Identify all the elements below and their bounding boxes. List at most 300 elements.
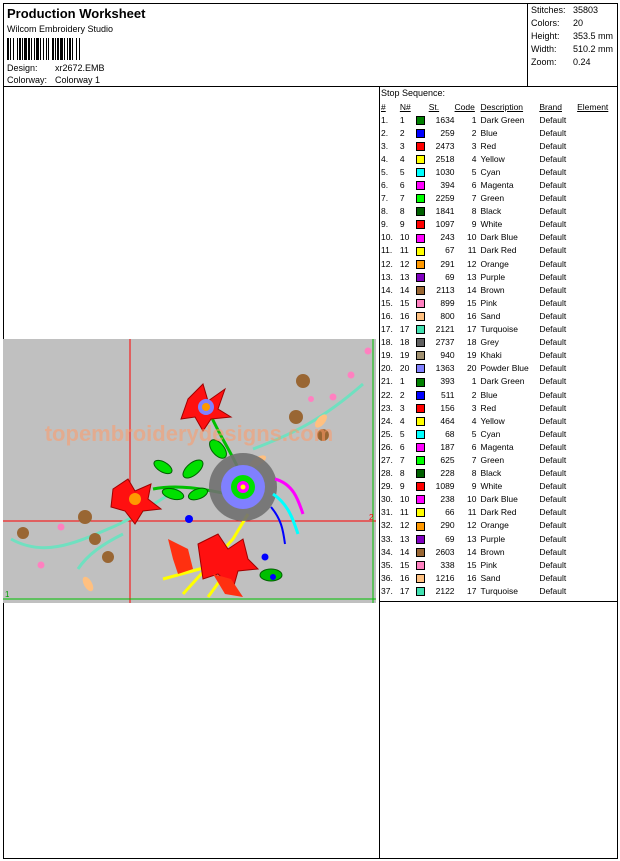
row-brand: Default [539, 402, 567, 413]
row-code: 6 [471, 441, 477, 452]
table-row [381, 467, 617, 480]
row-index: 3. [381, 140, 389, 151]
row-stitches: 2113 [436, 284, 455, 295]
row-brand: Default [539, 389, 567, 400]
stat-label: Colors: [531, 18, 560, 28]
row-swatch [416, 257, 429, 270]
row-needle: 4 [399, 415, 405, 426]
bud-brown [17, 527, 29, 539]
row-swatch [416, 480, 429, 493]
color-swatch [416, 234, 425, 243]
table-row [381, 453, 617, 466]
row-element [577, 309, 617, 322]
row-swatch [416, 349, 429, 362]
row-swatch [416, 205, 429, 218]
row-description: Yellow [480, 153, 505, 164]
table-row [381, 349, 617, 362]
table-row [381, 506, 617, 519]
row-code: 13 [467, 271, 477, 282]
row-element [577, 323, 617, 336]
row-swatch [416, 113, 429, 126]
row-stitches: 2259 [435, 193, 455, 204]
row-brand: Default [539, 297, 567, 308]
leaf [161, 486, 185, 501]
row-element [577, 571, 617, 584]
table-row [381, 414, 617, 427]
row-stitches: 1841 [435, 206, 455, 217]
stat-value: 353.5 mm [573, 31, 614, 41]
table-row [381, 139, 617, 152]
dot-pink [58, 524, 65, 531]
row-description: Red [480, 402, 497, 413]
row-needle: 7 [399, 454, 405, 465]
row-element [577, 113, 617, 126]
row-description: Brown [480, 284, 505, 295]
dot-blue [262, 554, 269, 561]
row-brand: Default [539, 415, 567, 426]
row-index: 16. [381, 310, 393, 321]
row-stitches: 187 [440, 441, 455, 452]
row-brand: Default [539, 153, 567, 164]
row-stitches: 67 [445, 245, 455, 256]
row-brand: Default [539, 337, 567, 348]
row-code: 1 [471, 114, 477, 125]
stat-label: Stitches: [531, 5, 566, 15]
row-element [577, 178, 617, 191]
row-brand: Default [539, 546, 567, 557]
leaf [152, 458, 174, 477]
table-row [381, 178, 617, 191]
marker-bottom-left: 1 [5, 590, 10, 599]
col-description: Description [480, 102, 524, 112]
row-description: Magenta [480, 180, 514, 191]
color-swatch [416, 155, 425, 164]
row-needle: 15 [399, 559, 410, 570]
row-brand: Default [539, 507, 567, 518]
marker-top-right: 2 [369, 513, 374, 522]
row-needle: 11 [399, 507, 409, 518]
table-row [381, 113, 617, 126]
row-index: 20. [381, 363, 393, 374]
table-row [381, 244, 617, 257]
row-element [577, 349, 617, 362]
row-brand: Default [539, 376, 567, 387]
col-element: Element [577, 102, 609, 112]
color-swatch [416, 443, 425, 452]
row-element [577, 388, 617, 401]
row-index: 30. [381, 494, 393, 505]
color-swatch [416, 574, 425, 583]
row-stitches: 1363 [435, 363, 455, 374]
stat-width [531, 44, 613, 54]
table-row [381, 323, 617, 336]
stop-sequence-title: Stop Sequence: [381, 88, 446, 98]
row-index: 9. [381, 219, 389, 230]
row-needle: 3 [399, 140, 405, 151]
row-element [577, 532, 617, 545]
row-swatch [416, 126, 429, 139]
color-swatch [416, 207, 425, 216]
row-brand: Default [539, 245, 567, 256]
row-swatch [416, 362, 429, 375]
row-needle: 4 [399, 153, 405, 164]
row-needle: 20 [399, 363, 410, 374]
row-index: 7. [381, 193, 389, 204]
row-description: Yellow [480, 415, 505, 426]
row-swatch [416, 218, 429, 231]
color-swatch [416, 168, 425, 177]
colorway-field [7, 75, 100, 85]
row-code: 12 [467, 520, 477, 531]
row-needle: 10 [399, 232, 410, 243]
row-index: 37. [381, 585, 393, 596]
worksheet-header [3, 3, 618, 87]
row-element [577, 558, 617, 571]
row-brand: Default [539, 180, 567, 191]
stat-label: Height: [531, 31, 560, 41]
row-stitches: 394 [440, 180, 455, 191]
row-stitches: 2737 [435, 337, 455, 348]
row-code: 15 [467, 297, 477, 308]
stat-value: 0.24 [573, 57, 591, 67]
row-description: Dark Green [480, 114, 525, 125]
row-description: Sand [480, 572, 501, 583]
row-needle: 13 [399, 533, 410, 544]
col-index: # [381, 102, 386, 112]
color-swatch [416, 430, 425, 439]
row-code: 10 [467, 232, 477, 243]
table-row [381, 558, 617, 571]
row-code: 2 [471, 127, 477, 138]
row-element [577, 270, 617, 283]
col-code: Code [454, 102, 475, 112]
colorway-value: Colorway 1 [55, 75, 101, 85]
stat-value: 35803 [573, 5, 599, 15]
table-row [381, 427, 617, 440]
row-index: 15. [381, 297, 393, 308]
row-needle: 17 [399, 585, 410, 596]
row-swatch [416, 506, 429, 519]
row-description: Cyan [480, 428, 501, 439]
watermark-text: topembroiderydesigns.com [44, 421, 334, 446]
row-stitches: 259 [440, 127, 455, 138]
row-element [577, 283, 617, 296]
row-brand: Default [539, 441, 567, 452]
row-element [577, 453, 617, 466]
table-row [381, 283, 617, 296]
table-header-row [381, 101, 617, 113]
row-swatch [416, 178, 429, 191]
page-title: Production Worksheet [7, 6, 146, 21]
color-swatch [416, 299, 425, 308]
row-element [577, 362, 617, 375]
row-description: Purple [480, 271, 506, 282]
table-row [381, 205, 617, 218]
row-stitches: 800 [440, 310, 455, 321]
table-row [381, 480, 617, 493]
row-swatch [416, 139, 429, 152]
row-stitches: 393 [440, 376, 455, 387]
row-needle: 15 [399, 297, 410, 308]
design-stats [527, 3, 618, 87]
row-index: 14. [381, 284, 393, 295]
row-code: 17 [467, 585, 477, 596]
row-index: 33. [381, 533, 393, 544]
table-row [381, 231, 617, 244]
row-element [577, 440, 617, 453]
row-swatch [416, 152, 429, 165]
row-index: 34. [381, 546, 393, 557]
color-swatch [416, 220, 425, 229]
row-element [577, 506, 617, 519]
row-stitches: 1089 [435, 481, 455, 492]
color-swatch [416, 417, 425, 426]
row-code: 14 [467, 284, 477, 295]
row-element [577, 545, 617, 558]
row-swatch [416, 467, 429, 480]
row-element [577, 480, 617, 493]
row-index: 32. [381, 520, 393, 531]
row-description: Dark Red [480, 507, 517, 518]
row-code: 11 [467, 245, 477, 256]
bud-brown [89, 533, 101, 545]
row-element [577, 375, 617, 388]
table-row [381, 336, 617, 349]
stat-height [531, 31, 613, 41]
col-needle: N# [399, 102, 411, 112]
row-element [577, 467, 617, 480]
row-index: 2. [381, 127, 389, 138]
row-needle: 10 [399, 494, 410, 505]
stat-label: Width: [531, 44, 557, 54]
row-index: 26. [381, 441, 393, 452]
row-code: 3 [471, 140, 477, 151]
column-divider [379, 87, 380, 859]
row-swatch [416, 388, 429, 401]
row-stitches: 625 [440, 454, 455, 465]
table-row [381, 388, 617, 401]
row-description: Blue [480, 127, 498, 138]
row-element [577, 231, 617, 244]
row-index: 24. [381, 415, 393, 426]
row-index: 27. [381, 454, 393, 465]
leaf-sand [81, 575, 96, 593]
row-code: 15 [467, 559, 477, 570]
design-preview [3, 339, 376, 603]
row-brand: Default [539, 114, 567, 125]
row-index: 10. [381, 232, 393, 243]
color-swatch [416, 561, 425, 570]
row-description: Dark Blue [480, 232, 518, 243]
color-swatch [416, 181, 425, 190]
row-swatch [416, 545, 429, 558]
bud-brown [78, 510, 92, 524]
row-index: 36. [381, 572, 393, 583]
table-row [381, 545, 617, 558]
row-brand: Default [539, 533, 567, 544]
row-stitches: 511 [440, 389, 455, 400]
row-element [577, 192, 617, 205]
table-row [381, 152, 617, 165]
row-code: 11 [467, 507, 477, 518]
grey-flower [209, 453, 303, 544]
row-swatch [416, 414, 429, 427]
row-needle: 19 [399, 350, 410, 361]
row-stitches: 69 [445, 533, 455, 544]
row-index: 35. [381, 559, 393, 570]
row-stitches: 291 [440, 258, 455, 269]
row-stitches: 2122 [435, 585, 455, 596]
row-stitches: 69 [445, 271, 455, 282]
color-swatch [416, 535, 425, 544]
dot-blue [185, 515, 193, 523]
row-needle: 12 [399, 520, 410, 531]
row-swatch [416, 571, 429, 584]
row-brand: Default [539, 350, 567, 361]
software-name: Wilcom Embroidery Studio [7, 24, 114, 34]
row-swatch [416, 519, 429, 532]
row-stitches: 1216 [435, 572, 455, 583]
row-code: 9 [471, 219, 477, 230]
row-swatch [416, 231, 429, 244]
row-needle: 14 [399, 546, 410, 557]
row-swatch [416, 192, 429, 205]
row-description: Cyan [480, 166, 501, 177]
row-code: 17 [467, 324, 477, 335]
table-row [381, 309, 617, 322]
table-row [381, 218, 617, 231]
row-index: 25. [381, 428, 393, 439]
table-row [381, 440, 617, 453]
table-row [381, 571, 617, 584]
row-description: Magenta [480, 441, 514, 452]
row-needle: 2 [399, 389, 405, 400]
color-swatch [416, 508, 425, 517]
row-index: 1. [381, 114, 389, 125]
row-index: 22. [381, 389, 393, 400]
row-brand: Default [539, 520, 567, 531]
row-needle: 6 [399, 441, 405, 452]
row-index: 23. [381, 402, 393, 413]
row-needle: 6 [399, 180, 405, 191]
red-flower-left [111, 479, 161, 524]
row-needle: 17 [399, 324, 410, 335]
row-code: 12 [467, 258, 477, 269]
col-stitches: St. [428, 102, 440, 112]
row-code: 16 [467, 572, 477, 583]
row-code: 8 [471, 468, 477, 479]
stat-zoom [531, 57, 591, 67]
row-code: 7 [471, 454, 477, 465]
row-element [577, 296, 617, 309]
table-row [381, 192, 617, 205]
row-description: Black [480, 468, 502, 479]
stat-colors [531, 18, 583, 28]
barcode-icon [7, 38, 135, 60]
row-needle: 16 [399, 572, 410, 583]
stop-sequence-table [381, 101, 617, 597]
row-code: 5 [471, 166, 477, 177]
row-brand: Default [539, 454, 567, 465]
stat-stitches [531, 5, 598, 15]
row-needle: 13 [399, 271, 410, 282]
row-element [577, 336, 617, 349]
row-index: 18. [381, 337, 393, 348]
row-index: 31. [381, 507, 393, 518]
row-stitches: 338 [440, 559, 455, 570]
row-needle: 3 [399, 402, 405, 413]
row-index: 11. [381, 245, 393, 256]
row-stitches: 290 [440, 520, 455, 531]
colorway-label: Colorway: [7, 75, 48, 85]
row-swatch [416, 453, 429, 466]
row-stitches: 899 [440, 297, 455, 308]
row-element [577, 427, 617, 440]
row-description: Brown [480, 546, 505, 557]
row-swatch [416, 336, 429, 349]
stat-label: Zoom: [531, 57, 557, 67]
row-swatch [416, 244, 429, 257]
stat-value: 20 [573, 18, 584, 28]
table-row [381, 165, 617, 178]
row-needle: 5 [399, 166, 405, 177]
row-stitches: 464 [440, 415, 455, 426]
row-element [577, 218, 617, 231]
col-brand: Brand [539, 102, 562, 112]
row-brand: Default [539, 206, 567, 217]
design-field [7, 63, 105, 73]
color-swatch [416, 391, 425, 400]
color-swatch [416, 116, 425, 125]
color-swatch [416, 587, 425, 596]
row-code: 10 [467, 494, 477, 505]
row-swatch [416, 283, 429, 296]
row-description: Sand [480, 310, 501, 321]
row-swatch [416, 309, 429, 322]
row-element [577, 205, 617, 218]
row-description: Green [480, 193, 505, 204]
row-swatch [416, 296, 429, 309]
row-description: Black [480, 206, 502, 217]
row-stitches: 2603 [435, 546, 455, 557]
row-needle: 7 [399, 193, 405, 204]
row-brand: Default [539, 572, 567, 583]
row-element [577, 519, 617, 532]
row-index: 29. [381, 481, 393, 492]
design-value: xr2672.EMB [55, 63, 105, 73]
row-brand: Default [539, 310, 567, 321]
dot-pink [308, 396, 314, 402]
row-description: White [480, 219, 503, 230]
row-index: 28. [381, 468, 393, 479]
stop-sequence-panel [381, 88, 617, 597]
row-index: 12. [381, 258, 393, 269]
dot-pink [38, 562, 45, 569]
row-code: 4 [471, 415, 477, 426]
table-row [381, 532, 617, 545]
row-brand: Default [539, 481, 567, 492]
color-swatch [416, 260, 425, 269]
color-swatch [416, 469, 425, 478]
row-needle: 12 [399, 258, 410, 269]
color-swatch [416, 404, 425, 413]
bud-brown [296, 374, 310, 388]
row-code: 18 [467, 337, 477, 348]
row-element [577, 414, 617, 427]
row-element [577, 584, 617, 597]
color-swatch [416, 247, 425, 256]
row-code: 3 [471, 402, 477, 413]
